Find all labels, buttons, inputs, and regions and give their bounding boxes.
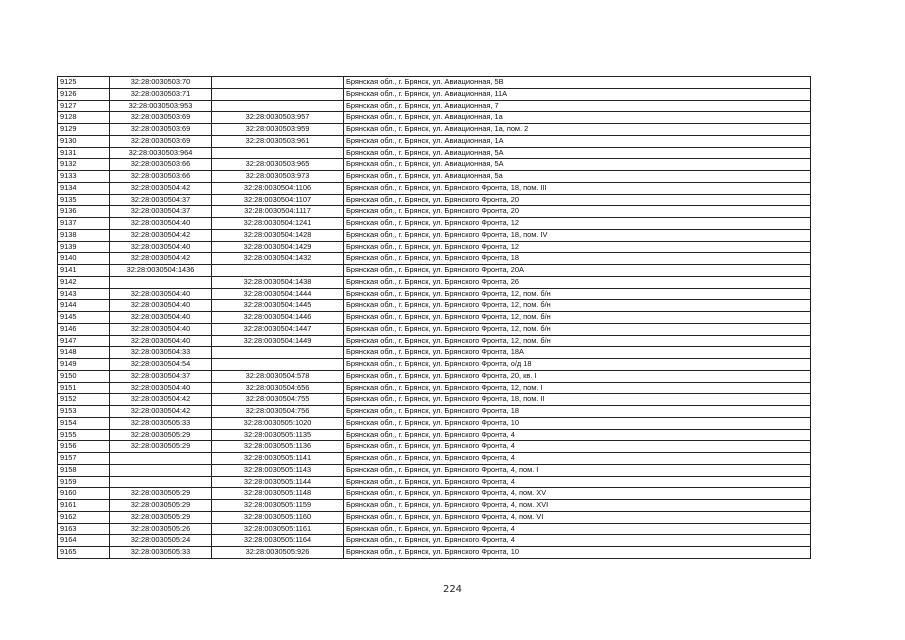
object-cadastral-number-cell: 32:28:0030504:755 (212, 394, 344, 406)
object-cadastral-number-cell: 32:28:0030505:1020 (212, 417, 344, 429)
parcel-cadastral-number-cell (110, 453, 212, 465)
record-number-cell: 9146 (58, 323, 110, 335)
table-row (58, 382, 811, 394)
table-row (58, 88, 811, 100)
table-row (58, 135, 811, 147)
record-number-cell: 9126 (58, 88, 110, 100)
object-cadastral-number-cell (212, 265, 344, 277)
parcel-cadastral-number-cell: 32:28:0030504:42 (110, 229, 212, 241)
object-cadastral-number-cell: 32:28:0030505:1160 (212, 511, 344, 523)
table-row (58, 370, 811, 382)
object-cadastral-number-cell: 32:28:0030505:926 (212, 547, 344, 559)
table-row (58, 488, 811, 500)
table-row (58, 476, 811, 488)
parcel-cadastral-number-cell: 32:28:0030504:40 (110, 300, 212, 312)
parcel-cadastral-number-cell: 32:28:0030504:40 (110, 323, 212, 335)
record-number-cell: 9127 (58, 100, 110, 112)
address-cell: Брянская обл., г. Брянск, ул. Брянского Фронта, 18, пом. III (344, 182, 811, 194)
table-row (58, 323, 811, 335)
record-number-cell: 9158 (58, 464, 110, 476)
table-row (58, 206, 811, 218)
address-cell: Брянская обл., г. Брянск, ул. Брянского Фронта, 20 (344, 194, 811, 206)
object-cadastral-number-cell (212, 359, 344, 371)
table-row (58, 347, 811, 359)
table-row (58, 335, 811, 347)
parcel-cadastral-number-cell: 32:28:0030504:42 (110, 406, 212, 418)
parcel-cadastral-number-cell (110, 464, 212, 476)
object-cadastral-number-cell: 32:28:0030503:961 (212, 135, 344, 147)
table-row (58, 312, 811, 324)
table-row (58, 547, 811, 559)
address-cell: Брянская обл., г. Брянск, ул. Брянского Фронта, 4, пом. XVI (344, 500, 811, 512)
parcel-cadastral-number-cell: 32:28:0030504:40 (110, 218, 212, 230)
parcel-cadastral-number-cell: 32:28:0030505:29 (110, 441, 212, 453)
object-cadastral-number-cell: 32:28:0030504:1428 (212, 229, 344, 241)
address-cell: Брянская обл., г. Брянск, ул. Брянского Фронта, 4 (344, 453, 811, 465)
record-number-cell: 9165 (58, 547, 110, 559)
object-cadastral-number-cell (212, 347, 344, 359)
table-row (58, 100, 811, 112)
object-cadastral-number-cell: 32:28:0030505:1136 (212, 441, 344, 453)
table-row (58, 276, 811, 288)
record-number-cell: 9142 (58, 276, 110, 288)
parcel-cadastral-number-cell: 32:28:0030504:42 (110, 182, 212, 194)
object-cadastral-number-cell: 32:28:0030503:965 (212, 159, 344, 171)
object-cadastral-number-cell: 32:28:0030504:578 (212, 370, 344, 382)
table-row (58, 523, 811, 535)
record-number-cell: 9157 (58, 453, 110, 465)
table-row (58, 253, 811, 265)
record-number-cell: 9148 (58, 347, 110, 359)
parcel-cadastral-number-cell: 32:28:0030505:29 (110, 488, 212, 500)
record-number-cell: 9140 (58, 253, 110, 265)
address-cell: Брянская обл., г. Брянск, ул. Брянского Фронта, 4 (344, 476, 811, 488)
record-number-cell: 9149 (58, 359, 110, 371)
record-number-cell: 9147 (58, 335, 110, 347)
record-number-cell: 9152 (58, 394, 110, 406)
record-number-cell: 9135 (58, 194, 110, 206)
address-cell: Брянская обл., г. Брянск, ул. Брянского Фронта, 4, пом. I (344, 464, 811, 476)
parcel-cadastral-number-cell: 32:28:0030503:71 (110, 88, 212, 100)
table-body (58, 77, 811, 559)
parcel-cadastral-number-cell: 32:28:0030505:26 (110, 523, 212, 535)
table-row (58, 147, 811, 159)
address-cell: Брянская обл., г. Брянск, ул. Брянского Фронта, 12, пом. б/н (344, 323, 811, 335)
address-cell: Брянская обл., г. Брянск, ул. Брянского Фронта, 10 (344, 417, 811, 429)
object-cadastral-number-cell: 32:28:0030503:973 (212, 171, 344, 183)
record-number-cell: 9159 (58, 476, 110, 488)
address-cell: Брянская обл., г. Брянск, ул. Авиационная, 11А (344, 88, 811, 100)
address-cell: Брянская обл., г. Брянск, ул. Брянского Фронта, 4 (344, 523, 811, 535)
address-cell: Брянская обл., г. Брянск, ул. Брянского Фронта, 18, пом. IV (344, 229, 811, 241)
address-cell: Брянская обл., г. Брянск, ул. Брянского Фронта, 4, пом. VI (344, 511, 811, 523)
record-number-cell: 9150 (58, 370, 110, 382)
table-row (58, 288, 811, 300)
record-number-cell: 9162 (58, 511, 110, 523)
address-cell: Брянская обл., г. Брянск, ул. Авиационная, 7 (344, 100, 811, 112)
object-cadastral-number-cell: 32:28:0030505:1159 (212, 500, 344, 512)
record-number-cell: 9141 (58, 265, 110, 277)
page-number: 224 (442, 584, 463, 595)
table-row (58, 511, 811, 523)
record-number-cell: 9155 (58, 429, 110, 441)
object-cadastral-number-cell: 32:28:0030504:1107 (212, 194, 344, 206)
object-cadastral-number-cell: 32:28:0030505:1135 (212, 429, 344, 441)
parcel-cadastral-number-cell: 32:28:0030504:37 (110, 370, 212, 382)
object-cadastral-number-cell: 32:28:0030504:1438 (212, 276, 344, 288)
record-number-cell: 9156 (58, 441, 110, 453)
address-cell: Брянская обл., г. Брянск, ул. Авиационная, 5А (344, 147, 811, 159)
record-number-cell: 9133 (58, 171, 110, 183)
address-cell: Брянская обл., г. Брянск, ул. Авиационная, 1А (344, 135, 811, 147)
object-cadastral-number-cell: 32:28:0030504:1106 (212, 182, 344, 194)
address-cell: Брянская обл., г. Брянск, ул. Авиационная, 5а (344, 171, 811, 183)
record-number-cell: 9128 (58, 112, 110, 124)
object-cadastral-number-cell: 32:28:0030505:1144 (212, 476, 344, 488)
table-row (58, 194, 811, 206)
address-cell: Брянская обл., г. Брянск, ул. Брянского Фронта, 12 (344, 218, 811, 230)
table-row (58, 500, 811, 512)
address-cell: Брянская обл., г. Брянск, ул. Брянского Фронта, 12, пом. б/н (344, 335, 811, 347)
parcel-cadastral-number-cell: 32:28:0030505:33 (110, 547, 212, 559)
parcel-cadastral-number-cell: 32:28:0030504:40 (110, 382, 212, 394)
address-cell: Брянская обл., г. Брянск, ул. Брянского Фронта, 12, пом. I (344, 382, 811, 394)
object-cadastral-number-cell: 32:28:0030504:1446 (212, 312, 344, 324)
table-row (58, 464, 811, 476)
parcel-cadastral-number-cell: 32:28:0030503:964 (110, 147, 212, 159)
address-cell: Брянская обл., г. Брянск, ул. Авиационная, 5В (344, 77, 811, 89)
address-cell: Брянская обл., г. Брянск, ул. Брянского Фронта, 4 (344, 429, 811, 441)
record-number-cell: 9145 (58, 312, 110, 324)
parcel-cadastral-number-cell: 32:28:0030504:37 (110, 194, 212, 206)
record-number-cell: 9153 (58, 406, 110, 418)
parcel-cadastral-number-cell: 32:28:0030504:40 (110, 335, 212, 347)
parcel-cadastral-number-cell: 32:28:0030504:33 (110, 347, 212, 359)
object-cadastral-number-cell: 32:28:0030503:957 (212, 112, 344, 124)
record-number-cell: 9160 (58, 488, 110, 500)
parcel-cadastral-number-cell: 32:28:0030504:42 (110, 253, 212, 265)
object-cadastral-number-cell (212, 147, 344, 159)
parcel-cadastral-number-cell: 32:28:0030503:66 (110, 171, 212, 183)
parcel-cadastral-number-cell: 32:28:0030503:69 (110, 112, 212, 124)
parcel-cadastral-number-cell: 32:28:0030503:69 (110, 135, 212, 147)
table-row (58, 394, 811, 406)
address-cell: Брянская обл., г. Брянск, ул. Брянского Фронта, 4 (344, 441, 811, 453)
table-row (58, 535, 811, 547)
object-cadastral-number-cell: 32:28:0030504:1429 (212, 241, 344, 253)
parcel-cadastral-number-cell: 32:28:0030504:40 (110, 241, 212, 253)
parcel-cadastral-number-cell: 32:28:0030504:42 (110, 394, 212, 406)
address-cell: Брянская обл., г. Брянск, ул. Брянского Фронта, о/д 18 (344, 359, 811, 371)
table-row (58, 229, 811, 241)
address-cell: Брянская обл., г. Брянск, ул. Авиационная, 1а, пом. 2 (344, 124, 811, 136)
address-cell: Брянская обл., г. Брянск, ул. Брянского Фронта, 12 (344, 241, 811, 253)
address-cell: Брянская обл., г. Брянск, ул. Брянского Фронта, 18, пом. II (344, 394, 811, 406)
object-cadastral-number-cell: 32:28:0030504:1449 (212, 335, 344, 347)
address-cell: Брянская обл., г. Брянск, ул. Брянского Фронта, 26 (344, 276, 811, 288)
object-cadastral-number-cell: 32:28:0030504:1444 (212, 288, 344, 300)
object-cadastral-number-cell: 32:28:0030505:1141 (212, 453, 344, 465)
object-cadastral-number-cell: 32:28:0030504:1447 (212, 323, 344, 335)
parcel-cadastral-number-cell: 32:28:0030504:40 (110, 288, 212, 300)
parcel-cadastral-number-cell: 32:28:0030503:69 (110, 124, 212, 136)
address-cell: Брянская обл., г. Брянск, ул. Брянского Фронта, 20А (344, 265, 811, 277)
parcel-cadastral-number-cell: 32:28:0030505:29 (110, 429, 212, 441)
object-cadastral-number-cell: 32:28:0030504:1432 (212, 253, 344, 265)
record-number-cell: 9164 (58, 535, 110, 547)
address-cell: Брянская обл., г. Брянск, ул. Брянского Фронта, 10 (344, 547, 811, 559)
table-row (58, 159, 811, 171)
object-cadastral-number-cell: 32:28:0030505:1143 (212, 464, 344, 476)
record-number-cell: 9125 (58, 77, 110, 89)
address-cell: Брянская обл., г. Брянск, ул. Брянского Фронта, 12, пом. б/н (344, 312, 811, 324)
record-number-cell: 9144 (58, 300, 110, 312)
parcel-cadastral-number-cell (110, 476, 212, 488)
object-cadastral-number-cell: 32:28:0030505:1164 (212, 535, 344, 547)
table-row (58, 417, 811, 429)
table-row (58, 112, 811, 124)
parcel-cadastral-number-cell: 32:28:0030503:70 (110, 77, 212, 89)
record-number-cell: 9143 (58, 288, 110, 300)
object-cadastral-number-cell (212, 100, 344, 112)
object-cadastral-number-cell: 32:28:0030504:1117 (212, 206, 344, 218)
table-row (58, 359, 811, 371)
parcel-cadastral-number-cell: 32:28:0030504:37 (110, 206, 212, 218)
parcel-cadastral-number-cell: 32:28:0030505:29 (110, 500, 212, 512)
record-number-cell: 9130 (58, 135, 110, 147)
address-cell: Брянская обл., г. Брянск, ул. Авиационная, 5А (344, 159, 811, 171)
parcel-cadastral-number-cell: 32:28:0030503:953 (110, 100, 212, 112)
address-cell: Брянская обл., г. Брянск, ул. Брянского Фронта, 20, кв. I (344, 370, 811, 382)
table-row (58, 182, 811, 194)
object-cadastral-number-cell (212, 77, 344, 89)
record-number-cell: 9154 (58, 417, 110, 429)
record-number-cell: 9137 (58, 218, 110, 230)
parcel-cadastral-number-cell: 32:28:0030504:54 (110, 359, 212, 371)
parcel-cadastral-number-cell: 32:28:0030505:24 (110, 535, 212, 547)
record-number-cell: 9139 (58, 241, 110, 253)
object-cadastral-number-cell (212, 88, 344, 100)
address-cell: Брянская обл., г. Брянск, ул. Брянского Фронта, 12, пом. б/н (344, 300, 811, 312)
table-row (58, 453, 811, 465)
parcel-cadastral-number-cell: 32:28:0030505:33 (110, 417, 212, 429)
object-cadastral-number-cell: 32:28:0030504:1445 (212, 300, 344, 312)
object-cadastral-number-cell: 32:28:0030504:1241 (212, 218, 344, 230)
object-cadastral-number-cell: 32:28:0030504:756 (212, 406, 344, 418)
record-number-cell: 9138 (58, 229, 110, 241)
address-cell: Брянская обл., г. Брянск, ул. Брянского Фронта, 18А (344, 347, 811, 359)
parcel-cadastral-number-cell (110, 276, 212, 288)
record-number-cell: 9134 (58, 182, 110, 194)
object-cadastral-number-cell: 32:28:0030503:959 (212, 124, 344, 136)
table-row (58, 171, 811, 183)
object-cadastral-number-cell: 32:28:0030505:1148 (212, 488, 344, 500)
table-row (58, 124, 811, 136)
parcel-cadastral-number-cell: 32:28:0030504:40 (110, 312, 212, 324)
address-cell: Брянская обл., г. Брянск, ул. Брянского Фронта, 4, пом. XV (344, 488, 811, 500)
record-number-cell: 9131 (58, 147, 110, 159)
address-cell: Брянская обл., г. Брянск, ул. Брянского Фронта, 18 (344, 253, 811, 265)
cadastral-register-table (57, 76, 811, 559)
table-row (58, 429, 811, 441)
address-cell: Брянская обл., г. Брянск, ул. Брянского Фронта, 12, пом. б/н (344, 288, 811, 300)
record-number-cell: 9151 (58, 382, 110, 394)
object-cadastral-number-cell: 32:28:0030504:656 (212, 382, 344, 394)
parcel-cadastral-number-cell: 32:28:0030504:1436 (110, 265, 212, 277)
table-row (58, 406, 811, 418)
record-number-cell: 9161 (58, 500, 110, 512)
address-cell: Брянская обл., г. Брянск, ул. Брянского Фронта, 20 (344, 206, 811, 218)
parcel-cadastral-number-cell: 32:28:0030503:66 (110, 159, 212, 171)
object-cadastral-number-cell: 32:28:0030505:1161 (212, 523, 344, 535)
record-number-cell: 9132 (58, 159, 110, 171)
table-row (58, 241, 811, 253)
record-number-cell: 9136 (58, 206, 110, 218)
table-row (58, 265, 811, 277)
record-number-cell: 9129 (58, 124, 110, 136)
table-row (58, 218, 811, 230)
address-cell: Брянская обл., г. Брянск, ул. Брянского Фронта, 18 (344, 406, 811, 418)
table-row (58, 300, 811, 312)
table-row (58, 441, 811, 453)
record-number-cell: 9163 (58, 523, 110, 535)
address-cell: Брянская обл., г. Брянск, ул. Авиационная, 1а (344, 112, 811, 124)
table-row (58, 77, 811, 89)
address-cell: Брянская обл., г. Брянск, ул. Брянского Фронта, 4 (344, 535, 811, 547)
parcel-cadastral-number-cell: 32:28:0030505:29 (110, 511, 212, 523)
